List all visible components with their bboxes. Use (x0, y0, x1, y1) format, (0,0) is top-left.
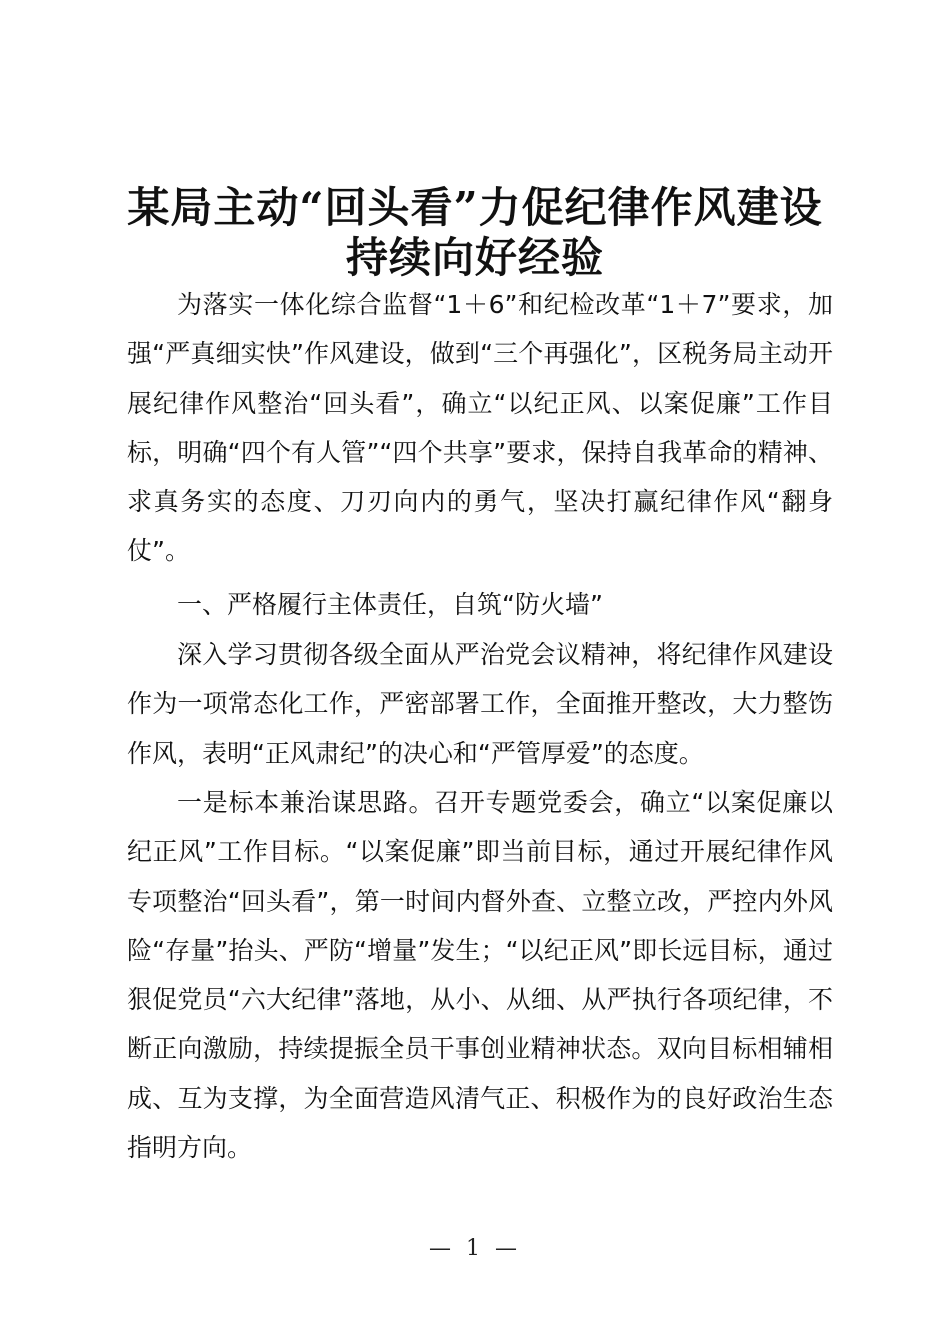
document-title-line-1: 某局主动“回头看”力促纪律作风建设 (127, 183, 823, 232)
intro-paragraph: 为落实一体化综合监督“1＋6”和纪检改革“1＋7”要求，加强“严真细实快”作风建设，做到“三个再强化”，区税务局主动开展纪律作风整治“回头看”，确立“以纪正风、以案促廉”工作目标，明确“四个有人管”“四个共享”要求，保持自我革命的精神、求真务实的态度、刀刃向内的勇气，坚决打赢纪律作风“翻身仗”。 (127, 290, 833, 566)
section-paragraph: 深入学习贯彻各级全面从严治党会议精神，将纪律作风建设作为一项常态化工作，严密部署工作，全面推开整改，大力整饬作风，表明“正风肃纪”的决心和“严管厚爱”的态度。 (127, 640, 833, 768)
page-number: — 1 — (429, 1236, 521, 1261)
subsection-paragraph: 一是标本兼治谋思路。召开专题党委会，确立“以案促廉以纪正风”工作目标。“以案促廉”即当前目标，通过开展纪律作风专项整治“回头看”，第一时间内督外查、立整立改，严控内外风险“存量”抬头、严防“增量”发生；“以纪正风”即长远目标，通过狠促党员“六大纪律”落地，从小、从细、从严执行各项纪律，不断正向激励，持续提振全员干事创业精神状态。双向目标相辅相成、互为支撑，为全面营造风清气正、积极作为的良好政治生态指明方向。 (127, 788, 833, 1163)
section-heading: 一、严格履行主体责任，自筑“防火墙” (177, 590, 603, 619)
document-title-line-2: 持续向好经验 (345, 233, 604, 282)
